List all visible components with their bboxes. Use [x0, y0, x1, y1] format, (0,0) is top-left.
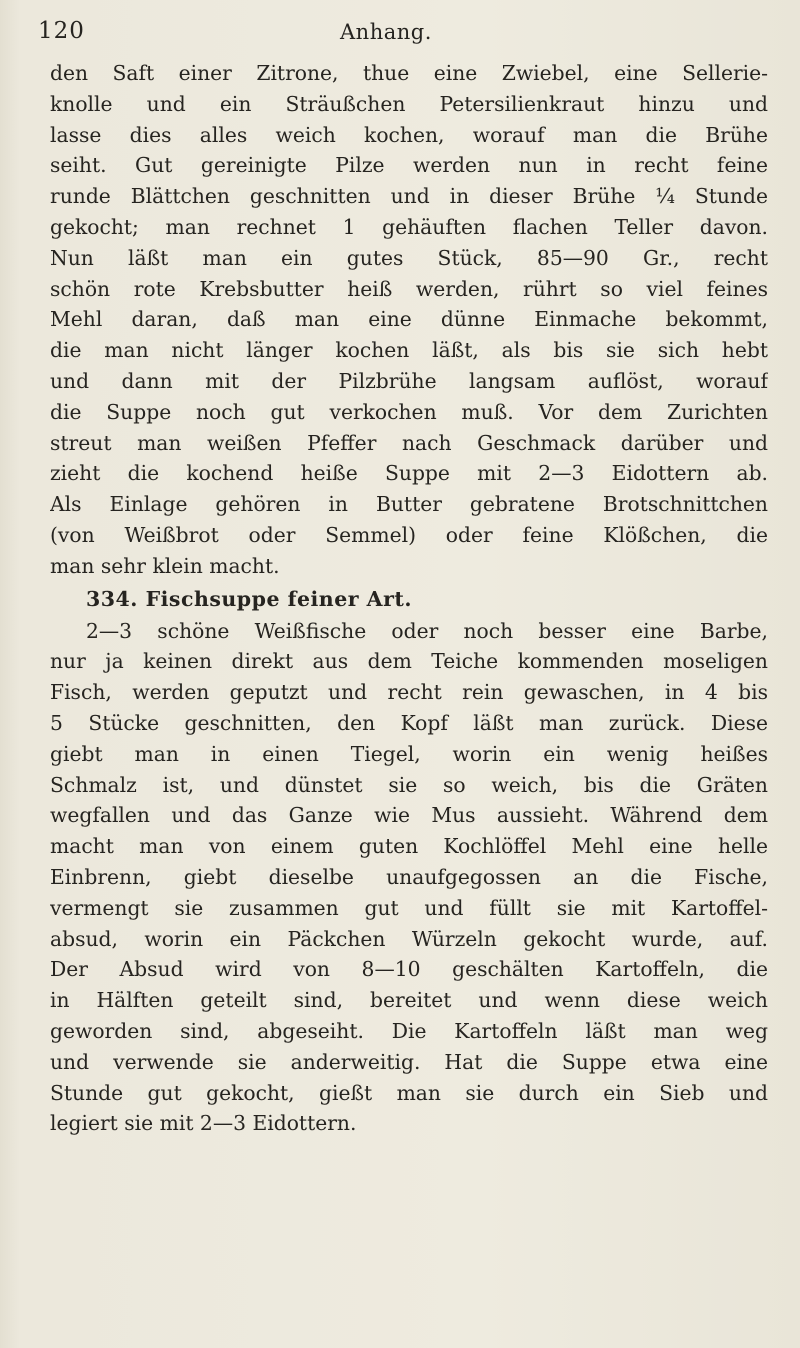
text-line: macht man von einem guten Kochlöffel Mehl eine helle	[50, 834, 768, 859]
text-line: die Suppe noch gut verkochen muß. Vor dem Zurichten	[50, 399, 768, 424]
section-number: 334.	[86, 586, 138, 611]
text-line: zieht die kochend heiße Suppe mit 2—3 Eidottern ab.	[50, 461, 768, 486]
running-head: Anhang.	[340, 20, 432, 44]
section-title: Fischsuppe feiner Art.	[145, 586, 412, 611]
text-line: lasse dies alles weich kochen, worauf man die Brühe	[50, 122, 768, 147]
text-line: und verwende sie anderweitig. Hat die Suppe etwa eine	[50, 1049, 768, 1074]
text-line: Nun läßt man ein gutes Stück, 85—90 Gr., recht	[50, 245, 768, 270]
text-line: absud, worin ein Päckchen Würzeln gekocht wurde, auf.	[50, 926, 768, 951]
text-line: legiert sie mit 2—3 Eidottern.	[50, 1111, 357, 1136]
text-line: und dann mit der Pilzbrühe langsam auflöst, worauf	[50, 368, 768, 393]
text-line: Einbrenn, giebt dieselbe unaufgegossen an die Fische,	[50, 864, 768, 889]
text-line: man sehr klein macht.	[50, 553, 280, 578]
text-line: die man nicht länger kochen läßt, als bis sie sich hebt	[50, 338, 768, 363]
text-line: geworden sind, abgeseiht. Die Kartoffeln läßt man weg	[50, 1018, 768, 1043]
text-line: Als Einlage gehören in Butter gebratene Brotschnittchen	[50, 492, 768, 517]
text-line: 5 Stücke geschnitten, den Kopf läßt man zurück. Diese	[50, 710, 768, 735]
text-line: Stunde gut gekocht, gießt man sie durch ein Sieb und	[50, 1080, 768, 1105]
text-line: knolle und ein Sträußchen Petersilienkraut hinzu und	[50, 91, 768, 116]
text-line: wegfallen und das Ganze wie Mus aussieht. Während dem	[50, 803, 768, 828]
text-line: in Hälften geteilt sind, bereitet und wenn diese weich	[50, 988, 768, 1013]
text-line: gekocht; man rechnet 1 gehäuften flachen Teller davon.	[50, 214, 768, 239]
text-line: vermengt sie zusammen gut und füllt sie mit Kartoffel-	[50, 895, 768, 920]
recipe-continuation	[50, 58, 768, 582]
text-line: Fisch, werden geputzt und recht rein gewaschen, in 4 bis	[50, 680, 768, 705]
text-line: den Saft einer Zitrone, thue eine Zwiebel, eine Sellerie-	[50, 61, 768, 85]
text-line: Der Absud wird von 8—10 geschälten Kartoffeln, die	[50, 957, 768, 982]
text-line: 2—3 schöne Weißfische oder noch besser eine Barbe,	[86, 618, 768, 643]
section-heading	[50, 582, 768, 616]
text-line: (von Weißbrot oder Semmel) oder feine Klößchen, die	[50, 522, 768, 547]
text-line: Schmalz ist, und dünstet sie so weich, bis die Gräten	[50, 772, 768, 797]
text-line: runde Blättchen geschnitten und in dieser Brühe ¼ Stunde	[50, 184, 768, 209]
text-line: nur ja keinen direkt aus dem Teiche kommenden moseligen	[50, 649, 768, 674]
page-header	[38, 14, 778, 50]
text-line: giebt man in einen Tiegel, worin ein wenig heißes	[50, 741, 768, 766]
text-line: seiht. Gut gereinigte Pilze werden nun in recht feine	[50, 153, 768, 178]
text-line: streut man weißen Pfeffer nach Geschmack darüber und	[50, 430, 768, 455]
recipe-fish-soup	[50, 616, 768, 1140]
text-block	[50, 58, 768, 1139]
text-line: Mehl daran, daß man eine dünne Einmache bekommt,	[50, 307, 768, 332]
text-line: schön rote Krebsbutter heiß werden, rührt so viel feines	[50, 276, 768, 301]
page-number: 120	[38, 18, 85, 44]
